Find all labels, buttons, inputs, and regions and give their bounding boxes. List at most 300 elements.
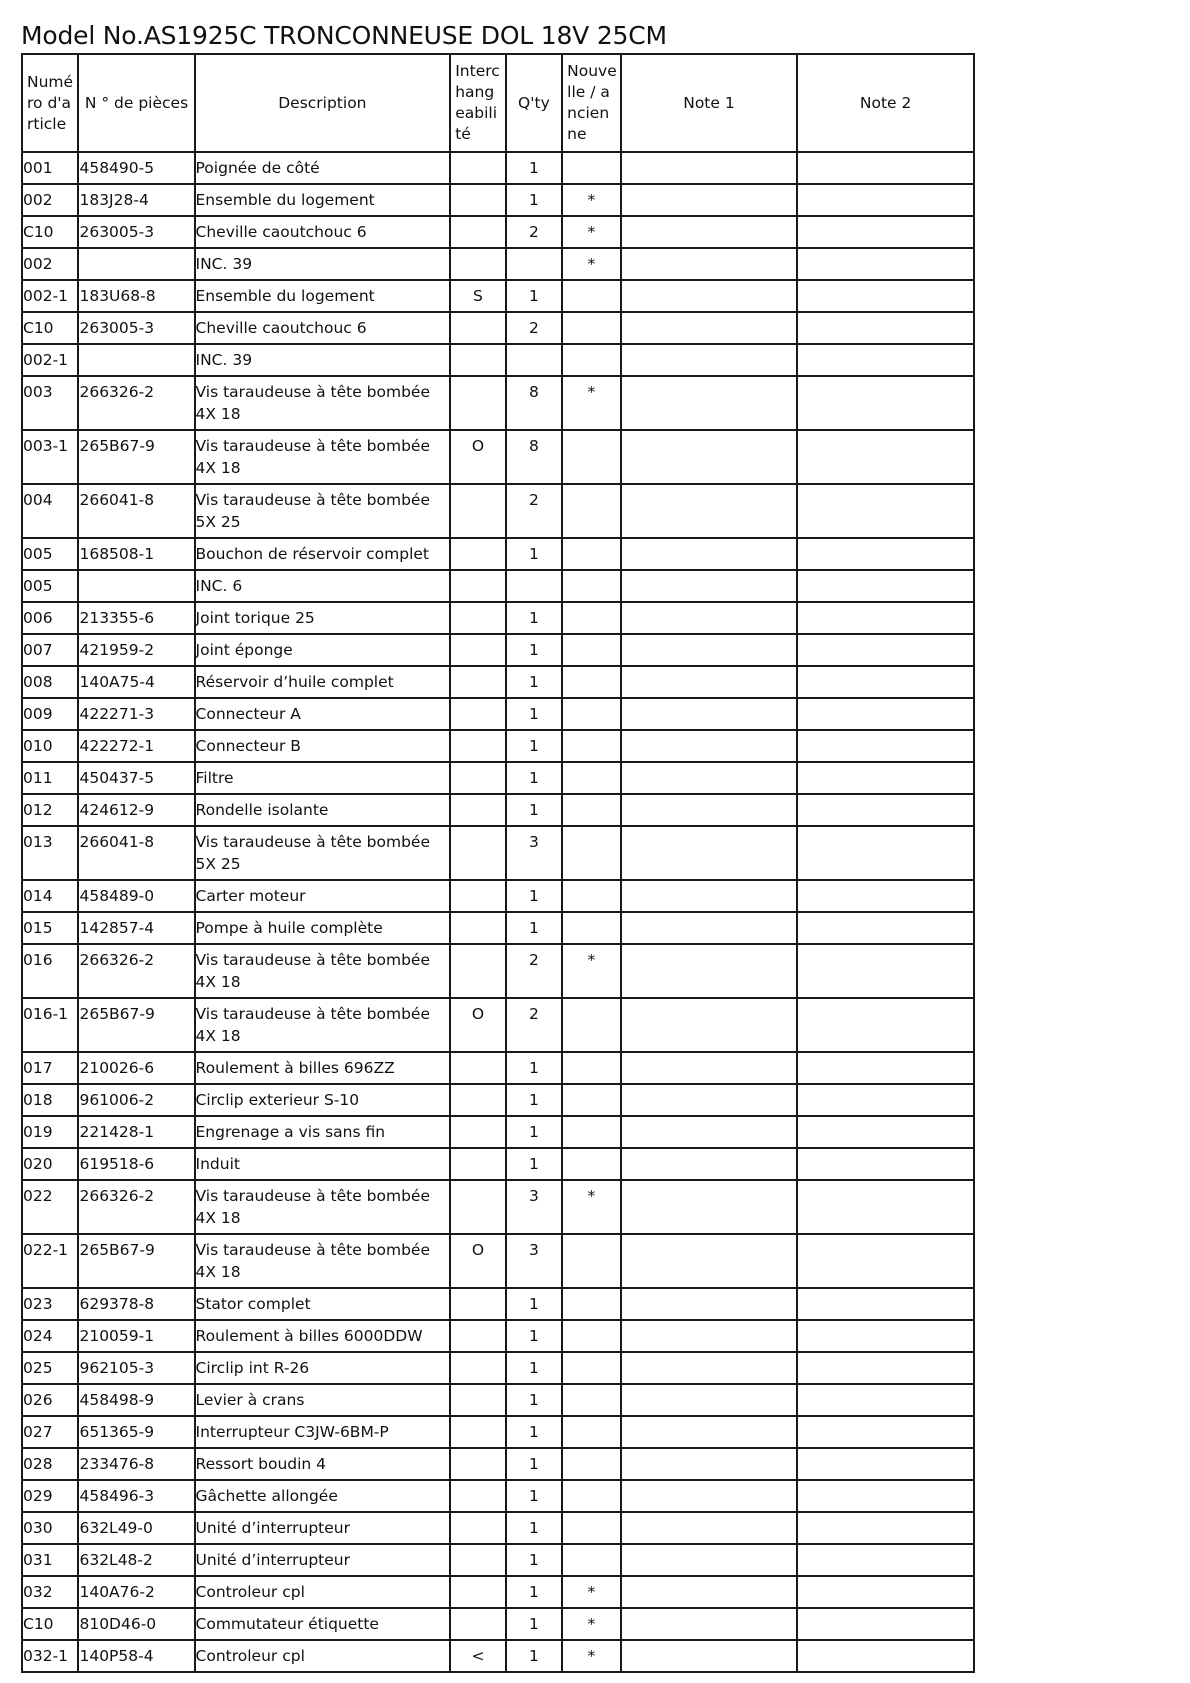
description-cell: INC. 6 bbox=[195, 570, 451, 602]
new-old-cell bbox=[562, 430, 621, 484]
part-number-cell: 422272-1 bbox=[78, 730, 194, 762]
part-number-cell: 424612-9 bbox=[78, 794, 194, 826]
part-number-cell: 266326-2 bbox=[78, 376, 194, 430]
header-item-no: Numéro d'article bbox=[22, 54, 78, 152]
part-number-cell: 458489-0 bbox=[78, 880, 194, 912]
interchangeability-cell bbox=[450, 1180, 505, 1234]
new-old-cell bbox=[562, 1416, 621, 1448]
table-row bbox=[22, 666, 974, 698]
quantity-cell: 2 bbox=[506, 312, 562, 344]
item-number-cell: 003-1 bbox=[22, 430, 78, 484]
item-number-cell: 032-1 bbox=[22, 1640, 78, 1672]
interchangeability-cell bbox=[450, 1480, 505, 1512]
quantity-cell: 1 bbox=[506, 184, 562, 216]
new-old-cell bbox=[562, 880, 621, 912]
note2-cell bbox=[797, 312, 974, 344]
item-number-cell: 028 bbox=[22, 1448, 78, 1480]
interchangeability-cell bbox=[450, 944, 505, 998]
interchangeability-cell bbox=[450, 484, 505, 538]
part-number-cell: 619518-6 bbox=[78, 1148, 194, 1180]
new-old-cell bbox=[562, 152, 621, 184]
item-number-cell: 005 bbox=[22, 570, 78, 602]
part-number-cell: 221428-1 bbox=[78, 1116, 194, 1148]
table-row bbox=[22, 184, 974, 216]
quantity-cell: 8 bbox=[506, 430, 562, 484]
note1-cell bbox=[621, 216, 798, 248]
note1-cell bbox=[621, 280, 798, 312]
quantity-cell: 2 bbox=[506, 998, 562, 1052]
header-qty: Q'ty bbox=[506, 54, 562, 152]
part-number-cell: 421959-2 bbox=[78, 634, 194, 666]
table-row bbox=[22, 826, 974, 880]
quantity-cell: 8 bbox=[506, 376, 562, 430]
description-cell: Vis taraudeuse à tête bombée 4X 18 bbox=[195, 430, 451, 484]
part-number-cell: 183U68-8 bbox=[78, 280, 194, 312]
table-body bbox=[22, 152, 974, 1672]
description-cell: Ensemble du logement bbox=[195, 280, 451, 312]
quantity-cell: 1 bbox=[506, 912, 562, 944]
description-cell: Joint éponge bbox=[195, 634, 451, 666]
table-row bbox=[22, 1288, 974, 1320]
part-number-cell: 233476-8 bbox=[78, 1448, 194, 1480]
note1-cell bbox=[621, 344, 798, 376]
note1-cell bbox=[621, 762, 798, 794]
item-number-cell: 022 bbox=[22, 1180, 78, 1234]
new-old-cell bbox=[562, 538, 621, 570]
note1-cell bbox=[621, 826, 798, 880]
new-old-cell bbox=[562, 280, 621, 312]
table-row bbox=[22, 1576, 974, 1608]
note1-cell bbox=[621, 312, 798, 344]
note2-cell bbox=[797, 794, 974, 826]
item-number-cell: 029 bbox=[22, 1480, 78, 1512]
note1-cell bbox=[621, 698, 798, 730]
interchangeability-cell bbox=[450, 666, 505, 698]
interchangeability-cell: O bbox=[450, 1234, 505, 1288]
description-cell: Interrupteur C3JW-6BM-P bbox=[195, 1416, 451, 1448]
parts-table bbox=[21, 53, 975, 1673]
quantity-cell: 1 bbox=[506, 1148, 562, 1180]
new-old-cell bbox=[562, 762, 621, 794]
note1-cell bbox=[621, 634, 798, 666]
quantity-cell: 1 bbox=[506, 794, 562, 826]
item-number-cell: 002 bbox=[22, 184, 78, 216]
quantity-cell: 1 bbox=[506, 538, 562, 570]
interchangeability-cell bbox=[450, 376, 505, 430]
new-old-cell bbox=[562, 1148, 621, 1180]
note2-cell bbox=[797, 1640, 974, 1672]
quantity-cell: 1 bbox=[506, 1320, 562, 1352]
description-cell: Rondelle isolante bbox=[195, 794, 451, 826]
interchangeability-cell bbox=[450, 1416, 505, 1448]
quantity-cell: 1 bbox=[506, 1084, 562, 1116]
new-old-cell: * bbox=[562, 184, 621, 216]
header-new-old: Nouvelle / ancienne bbox=[562, 54, 621, 152]
header-note1: Note 1 bbox=[621, 54, 798, 152]
note1-cell bbox=[621, 1576, 798, 1608]
item-number-cell: 008 bbox=[22, 666, 78, 698]
part-number-cell: 651365-9 bbox=[78, 1416, 194, 1448]
interchangeability-cell bbox=[450, 1352, 505, 1384]
interchangeability-cell bbox=[450, 1148, 505, 1180]
note1-cell bbox=[621, 730, 798, 762]
part-number-cell: 458490-5 bbox=[78, 152, 194, 184]
part-number-cell: 962105-3 bbox=[78, 1352, 194, 1384]
interchangeability-cell bbox=[450, 1116, 505, 1148]
quantity-cell: 2 bbox=[506, 484, 562, 538]
note2-cell bbox=[797, 1084, 974, 1116]
note1-cell bbox=[621, 1544, 798, 1576]
note2-cell bbox=[797, 1052, 974, 1084]
table-row bbox=[22, 248, 974, 280]
part-number-cell: 183J28-4 bbox=[78, 184, 194, 216]
note2-cell bbox=[797, 1416, 974, 1448]
part-number-cell: 140A76-2 bbox=[78, 1576, 194, 1608]
note2-cell bbox=[797, 430, 974, 484]
item-number-cell: 032 bbox=[22, 1576, 78, 1608]
part-number-cell: 210026-6 bbox=[78, 1052, 194, 1084]
table-row bbox=[22, 1512, 974, 1544]
new-old-cell bbox=[562, 1084, 621, 1116]
note2-cell bbox=[797, 216, 974, 248]
item-number-cell: 012 bbox=[22, 794, 78, 826]
table-row bbox=[22, 570, 974, 602]
note2-cell bbox=[797, 730, 974, 762]
description-cell: Vis taraudeuse à tête bombée 4X 18 bbox=[195, 376, 451, 430]
part-number-cell: 140P58-4 bbox=[78, 1640, 194, 1672]
part-number-cell: 210059-1 bbox=[78, 1320, 194, 1352]
new-old-cell bbox=[562, 1116, 621, 1148]
note1-cell bbox=[621, 1384, 798, 1416]
note2-cell bbox=[797, 1320, 974, 1352]
table-header bbox=[22, 54, 974, 152]
table-row bbox=[22, 152, 974, 184]
interchangeability-cell bbox=[450, 1544, 505, 1576]
item-number-cell: 009 bbox=[22, 698, 78, 730]
description-cell: Pompe à huile complète bbox=[195, 912, 451, 944]
quantity-cell: 1 bbox=[506, 1608, 562, 1640]
interchangeability-cell bbox=[450, 1608, 505, 1640]
description-cell: Vis taraudeuse à tête bombée 4X 18 bbox=[195, 998, 451, 1052]
new-old-cell: * bbox=[562, 1180, 621, 1234]
note2-cell bbox=[797, 376, 974, 430]
new-old-cell bbox=[562, 1352, 621, 1384]
item-number-cell: 022-1 bbox=[22, 1234, 78, 1288]
new-old-cell bbox=[562, 570, 621, 602]
table-row bbox=[22, 1352, 974, 1384]
item-number-cell: C10 bbox=[22, 1608, 78, 1640]
description-cell: Circlip exterieur S-10 bbox=[195, 1084, 451, 1116]
table-row bbox=[22, 602, 974, 634]
quantity-cell bbox=[506, 570, 562, 602]
item-number-cell: 024 bbox=[22, 1320, 78, 1352]
quantity-cell: 1 bbox=[506, 762, 562, 794]
description-cell: Circlip int R-26 bbox=[195, 1352, 451, 1384]
interchangeability-cell bbox=[450, 1384, 505, 1416]
note2-cell bbox=[797, 1352, 974, 1384]
note2-cell bbox=[797, 1180, 974, 1234]
item-number-cell: 002 bbox=[22, 248, 78, 280]
description-cell: Unité d’interrupteur bbox=[195, 1512, 451, 1544]
interchangeability-cell bbox=[450, 634, 505, 666]
note1-cell bbox=[621, 184, 798, 216]
interchangeability-cell bbox=[450, 1448, 505, 1480]
quantity-cell: 1 bbox=[506, 1352, 562, 1384]
interchangeability-cell bbox=[450, 1052, 505, 1084]
part-number-cell bbox=[78, 570, 194, 602]
note1-cell bbox=[621, 570, 798, 602]
new-old-cell bbox=[562, 1448, 621, 1480]
interchangeability-cell bbox=[450, 1576, 505, 1608]
quantity-cell: 2 bbox=[506, 944, 562, 998]
note2-cell bbox=[797, 1576, 974, 1608]
part-number-cell: 213355-6 bbox=[78, 602, 194, 634]
item-number-cell: 001 bbox=[22, 152, 78, 184]
note2-cell bbox=[797, 602, 974, 634]
quantity-cell: 1 bbox=[506, 1384, 562, 1416]
table-row bbox=[22, 312, 974, 344]
interchangeability-cell: S bbox=[450, 280, 505, 312]
part-number-cell bbox=[78, 248, 194, 280]
item-number-cell: 015 bbox=[22, 912, 78, 944]
note1-cell bbox=[621, 880, 798, 912]
quantity-cell: 1 bbox=[506, 1448, 562, 1480]
part-number-cell: 266041-8 bbox=[78, 484, 194, 538]
quantity-cell: 1 bbox=[506, 1640, 562, 1672]
interchangeability-cell: < bbox=[450, 1640, 505, 1672]
note2-cell bbox=[797, 698, 974, 730]
item-number-cell: 030 bbox=[22, 1512, 78, 1544]
description-cell: INC. 39 bbox=[195, 344, 451, 376]
new-old-cell bbox=[562, 698, 621, 730]
description-cell: Cheville caoutchouc 6 bbox=[195, 216, 451, 248]
item-number-cell: 002-1 bbox=[22, 280, 78, 312]
quantity-cell: 1 bbox=[506, 1052, 562, 1084]
quantity-cell: 1 bbox=[506, 1416, 562, 1448]
table-row bbox=[22, 344, 974, 376]
note1-cell bbox=[621, 602, 798, 634]
item-number-cell: 004 bbox=[22, 484, 78, 538]
description-cell: Joint torique 25 bbox=[195, 602, 451, 634]
item-number-cell: 017 bbox=[22, 1052, 78, 1084]
description-cell: INC. 39 bbox=[195, 248, 451, 280]
description-cell: Connecteur B bbox=[195, 730, 451, 762]
new-old-cell: * bbox=[562, 216, 621, 248]
table-row bbox=[22, 1384, 974, 1416]
interchangeability-cell bbox=[450, 762, 505, 794]
quantity-cell: 1 bbox=[506, 1480, 562, 1512]
description-cell: Cheville caoutchouc 6 bbox=[195, 312, 451, 344]
note1-cell bbox=[621, 944, 798, 998]
note1-cell bbox=[621, 376, 798, 430]
part-number-cell: 810D46-0 bbox=[78, 1608, 194, 1640]
quantity-cell: 1 bbox=[506, 1288, 562, 1320]
note2-cell bbox=[797, 1116, 974, 1148]
interchangeability-cell bbox=[450, 794, 505, 826]
table-row bbox=[22, 1320, 974, 1352]
description-cell: Poignée de côté bbox=[195, 152, 451, 184]
part-number-cell: 629378-8 bbox=[78, 1288, 194, 1320]
note2-cell bbox=[797, 762, 974, 794]
part-number-cell: 458498-9 bbox=[78, 1384, 194, 1416]
new-old-cell bbox=[562, 912, 621, 944]
note1-cell bbox=[621, 1480, 798, 1512]
item-number-cell: 025 bbox=[22, 1352, 78, 1384]
quantity-cell bbox=[506, 248, 562, 280]
note1-cell bbox=[621, 1084, 798, 1116]
interchangeability-cell bbox=[450, 538, 505, 570]
description-cell: Ensemble du logement bbox=[195, 184, 451, 216]
new-old-cell bbox=[562, 1384, 621, 1416]
item-number-cell: 026 bbox=[22, 1384, 78, 1416]
description-cell: Controleur cpl bbox=[195, 1576, 451, 1608]
table-row bbox=[22, 1480, 974, 1512]
interchangeability-cell bbox=[450, 344, 505, 376]
description-cell: Réservoir d’huile complet bbox=[195, 666, 451, 698]
quantity-cell: 1 bbox=[506, 698, 562, 730]
header-description: Description bbox=[195, 54, 451, 152]
table-row bbox=[22, 698, 974, 730]
part-number-cell: 266326-2 bbox=[78, 1180, 194, 1234]
note2-cell bbox=[797, 1384, 974, 1416]
header-interchangeability: Interchangeabilité bbox=[450, 54, 505, 152]
item-number-cell: 003 bbox=[22, 376, 78, 430]
quantity-cell bbox=[506, 344, 562, 376]
note2-cell bbox=[797, 570, 974, 602]
description-cell: Levier à crans bbox=[195, 1384, 451, 1416]
table-row bbox=[22, 634, 974, 666]
note1-cell bbox=[621, 1608, 798, 1640]
interchangeability-cell bbox=[450, 602, 505, 634]
item-number-cell: 027 bbox=[22, 1416, 78, 1448]
note2-cell bbox=[797, 944, 974, 998]
interchangeability-cell bbox=[450, 1084, 505, 1116]
note1-cell bbox=[621, 152, 798, 184]
note2-cell bbox=[797, 1234, 974, 1288]
new-old-cell bbox=[562, 998, 621, 1052]
new-old-cell bbox=[562, 794, 621, 826]
description-cell: Controleur cpl bbox=[195, 1640, 451, 1672]
note1-cell bbox=[621, 1234, 798, 1288]
table-row bbox=[22, 1116, 974, 1148]
item-number-cell: 020 bbox=[22, 1148, 78, 1180]
description-cell: Vis taraudeuse à tête bombée 5X 25 bbox=[195, 826, 451, 880]
description-cell: Gâchette allongée bbox=[195, 1480, 451, 1512]
quantity-cell: 1 bbox=[506, 730, 562, 762]
item-number-cell: 013 bbox=[22, 826, 78, 880]
note1-cell bbox=[621, 998, 798, 1052]
quantity-cell: 1 bbox=[506, 1576, 562, 1608]
note2-cell bbox=[797, 184, 974, 216]
new-old-cell bbox=[562, 1544, 621, 1576]
table-row bbox=[22, 1180, 974, 1234]
quantity-cell: 1 bbox=[506, 602, 562, 634]
quantity-cell: 1 bbox=[506, 666, 562, 698]
note1-cell bbox=[621, 1288, 798, 1320]
item-number-cell: 031 bbox=[22, 1544, 78, 1576]
description-cell: Roulement à billes 696ZZ bbox=[195, 1052, 451, 1084]
quantity-cell: 2 bbox=[506, 216, 562, 248]
new-old-cell: * bbox=[562, 376, 621, 430]
table-row bbox=[22, 998, 974, 1052]
note2-cell bbox=[797, 666, 974, 698]
table-row bbox=[22, 1544, 974, 1576]
interchangeability-cell bbox=[450, 312, 505, 344]
table-row bbox=[22, 880, 974, 912]
new-old-cell bbox=[562, 826, 621, 880]
note2-cell bbox=[797, 880, 974, 912]
table-row bbox=[22, 280, 974, 312]
note1-cell bbox=[621, 1448, 798, 1480]
new-old-cell: * bbox=[562, 944, 621, 998]
description-cell: Roulement à billes 6000DDW bbox=[195, 1320, 451, 1352]
note2-cell bbox=[797, 280, 974, 312]
part-number-cell: 265B67-9 bbox=[78, 998, 194, 1052]
interchangeability-cell bbox=[450, 1288, 505, 1320]
note1-cell bbox=[621, 538, 798, 570]
new-old-cell: * bbox=[562, 248, 621, 280]
note2-cell bbox=[797, 1480, 974, 1512]
table-row bbox=[22, 430, 974, 484]
table-row bbox=[22, 730, 974, 762]
new-old-cell: * bbox=[562, 1576, 621, 1608]
part-number-cell: 168508-1 bbox=[78, 538, 194, 570]
interchangeability-cell: O bbox=[450, 430, 505, 484]
new-old-cell bbox=[562, 1480, 621, 1512]
part-number-cell: 266041-8 bbox=[78, 826, 194, 880]
table-row bbox=[22, 1234, 974, 1288]
quantity-cell: 1 bbox=[506, 1512, 562, 1544]
item-number-cell: 018 bbox=[22, 1084, 78, 1116]
new-old-cell bbox=[562, 344, 621, 376]
description-cell: Vis taraudeuse à tête bombée 4X 18 bbox=[195, 944, 451, 998]
part-number-cell: 458496-3 bbox=[78, 1480, 194, 1512]
note1-cell bbox=[621, 1640, 798, 1672]
note2-cell bbox=[797, 1544, 974, 1576]
note2-cell bbox=[797, 998, 974, 1052]
part-number-cell: 263005-3 bbox=[78, 216, 194, 248]
new-old-cell bbox=[562, 1512, 621, 1544]
description-cell: Stator complet bbox=[195, 1288, 451, 1320]
table-row bbox=[22, 1148, 974, 1180]
table-row bbox=[22, 376, 974, 430]
description-cell: Induit bbox=[195, 1148, 451, 1180]
description-cell: Carter moteur bbox=[195, 880, 451, 912]
note2-cell bbox=[797, 538, 974, 570]
note2-cell bbox=[797, 826, 974, 880]
quantity-cell: 1 bbox=[506, 634, 562, 666]
new-old-cell: * bbox=[562, 1640, 621, 1672]
note1-cell bbox=[621, 912, 798, 944]
item-number-cell: C10 bbox=[22, 216, 78, 248]
table-row bbox=[22, 1052, 974, 1084]
quantity-cell: 1 bbox=[506, 280, 562, 312]
page-title: Model No.AS1925C TRONCONNEUSE DOL 18V 25CM bbox=[21, 21, 667, 50]
table-row bbox=[22, 762, 974, 794]
interchangeability-cell bbox=[450, 1320, 505, 1352]
note2-cell bbox=[797, 1448, 974, 1480]
note2-cell bbox=[797, 1512, 974, 1544]
note1-cell bbox=[621, 1352, 798, 1384]
note1-cell bbox=[621, 1180, 798, 1234]
interchangeability-cell bbox=[450, 912, 505, 944]
note2-cell bbox=[797, 344, 974, 376]
part-number-cell: 961006-2 bbox=[78, 1084, 194, 1116]
description-cell: Engrenage a vis sans fin bbox=[195, 1116, 451, 1148]
quantity-cell: 1 bbox=[506, 880, 562, 912]
part-number-cell: 265B67-9 bbox=[78, 430, 194, 484]
description-cell: Ressort boudin 4 bbox=[195, 1448, 451, 1480]
